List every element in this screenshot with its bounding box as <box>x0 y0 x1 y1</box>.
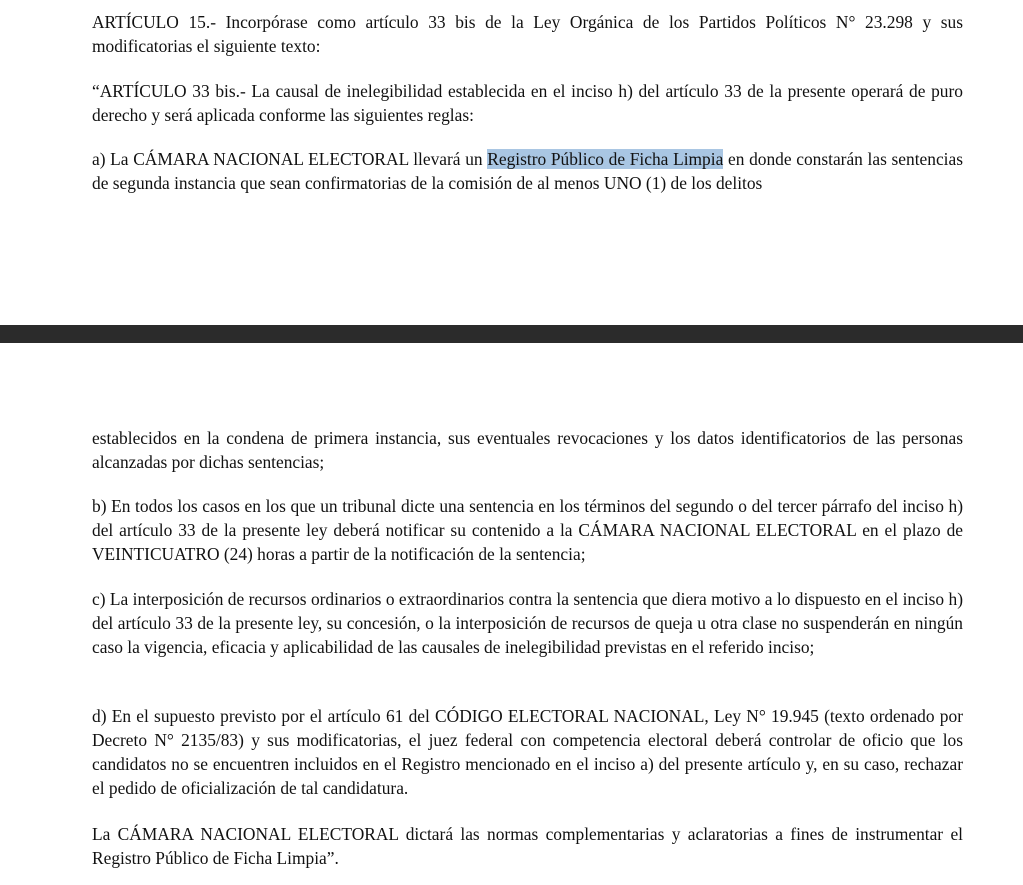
selected-text-highlight[interactable]: Registro Público de Ficha Limpia <box>487 149 724 169</box>
item-a-text-before: a) La CÁMARA NACIONAL ELECTORAL llevará un <box>92 149 488 169</box>
paragraph-item-d[interactable]: d) En el supuesto previsto por el artículo 61 del CÓDIGO ELECTORAL NACIONAL, Ley N° 19.945 (texto ordenado por Decreto N° 2135/83) y sus modificatorias, el juez federal con competencia electoral deberá controlar de oficio que los candidatos no se encuentren incluidos en el Registro mencionado en el inciso a) del presente artículo y, en su caso, rechazar el pedido de oficialización de tal candidatura. <box>92 706 963 798</box>
document-page-top <box>0 0 1023 325</box>
paragraph-article-15[interactable]: ARTÍCULO 15.- Incorpórase como artículo 33 bis de la Ley Orgánica de los Partidos Políticos N° 23.298 y sus modificatorias el siguiente texto: <box>92 12 963 56</box>
paragraph-item-a[interactable] <box>92 147 963 195</box>
document-page-bottom <box>0 343 1023 885</box>
paragraph-article-33-bis[interactable]: “ARTÍCULO 33 bis.- La causal de inelegibilidad establecida en el inciso h) del artículo 33 de la presente operará de puro derecho y será aplicada conforme las siguientes reglas: <box>92 81 963 125</box>
paragraph-closing[interactable]: La CÁMARA NACIONAL ELECTORAL dictará las normas complementarias y aclaratorias a fines de instrumentar el Registro Público de Ficha Limpia”. <box>92 824 963 868</box>
item-a-text-after: en donde constarán las sentencias de segunda instancia que sean confirmatorias de la comisión de al menos UNO (1) de los delitos <box>92 149 963 193</box>
page-separator <box>0 325 1023 343</box>
paragraph-item-b[interactable]: b) En todos los casos en los que un tribunal dicte una sentencia en los términos del segundo o del tercer párrafo del inciso h) del artículo 33 de la presente ley deberá notificar su contenido a la CÁMARA NACIONAL ELECTORAL en el plazo de VEINTICUATRO (24) horas a partir de la notificación de la sentencia; <box>92 496 963 564</box>
paragraph-item-a-continued[interactable]: establecidos en la condena de primera instancia, sus eventuales revocaciones y los datos identificatorios de las personas alcanzadas por dichas sentencias; <box>92 428 963 472</box>
paragraph-item-c[interactable]: c) La interposición de recursos ordinarios o extraordinarios contra la sentencia que diera motivo a lo dispuesto en el inciso h) del artículo 33 de la presente ley, su concesión, o la interposición de recursos de queja u otra clase no suspenderán en ningún caso la vigencia, eficacia y aplicabilidad de las causales de inelegibilidad previstas en el referido inciso; <box>92 589 963 657</box>
